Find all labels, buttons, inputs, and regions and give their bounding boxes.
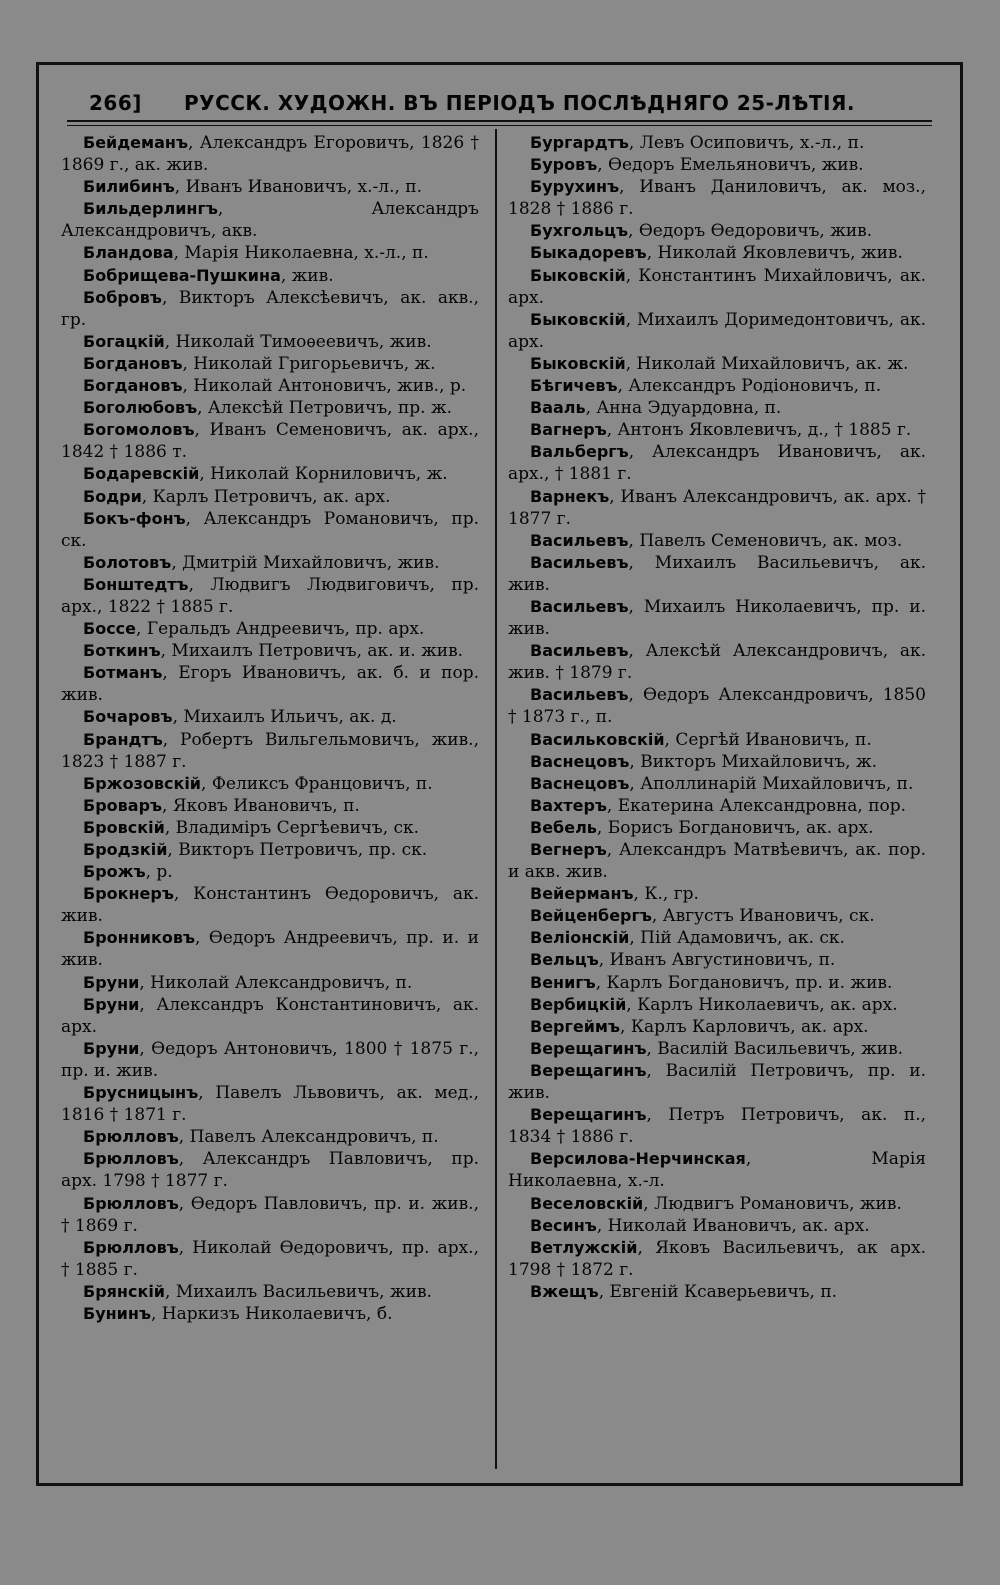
entry-name: Брюлловъ bbox=[83, 1127, 179, 1147]
directory-entry bbox=[508, 309, 926, 353]
entry-name: Вагнеръ bbox=[530, 420, 607, 440]
directory-entry bbox=[508, 949, 926, 971]
directory-entry bbox=[61, 861, 479, 883]
entry-details: , Николай Александровичъ, п. bbox=[139, 972, 413, 993]
directory-entry bbox=[61, 662, 479, 706]
entry-name: Брокнеръ bbox=[83, 884, 174, 904]
entry-name: Ботманъ bbox=[83, 663, 163, 683]
entry-details: , Карлъ Петровичъ, ак. арх. bbox=[141, 486, 391, 507]
entry-name: Бржозовскій bbox=[83, 773, 202, 793]
directory-entry bbox=[61, 242, 479, 264]
entry-details: , Ѳедоръ Александровичъ, 1850 † 1873 г., п. bbox=[508, 685, 926, 728]
entry-name: Верещагинъ bbox=[530, 1105, 647, 1125]
entry-details: , Александръ Константиновичъ, ак. арх. bbox=[61, 994, 479, 1037]
entry-name: Весинъ bbox=[530, 1215, 597, 1235]
directory-entry bbox=[61, 397, 479, 419]
entry-name: Богдановъ bbox=[83, 353, 183, 373]
entry-details: , Николай Яковлевичъ, жив. bbox=[646, 243, 903, 264]
entry-details: , Николай Антоновичъ, жив., р. bbox=[182, 376, 467, 397]
header-rule bbox=[67, 120, 932, 126]
directory-entry bbox=[508, 176, 926, 220]
directory-entry bbox=[61, 795, 479, 817]
entry-name: Васнецовъ bbox=[530, 773, 630, 793]
entry-name: Бодри bbox=[83, 486, 142, 506]
directory-entry bbox=[61, 1303, 479, 1325]
entry-details: , Марія Николаевна, х.-л., п. bbox=[173, 243, 429, 264]
entry-name: Версилова-Нерчинская bbox=[530, 1149, 746, 1169]
entry-name: Брюлловъ bbox=[83, 1237, 179, 1257]
entry-details: , Евгеній Ксаверьевичъ, п. bbox=[598, 1281, 838, 1302]
entry-details: , Иванъ Ивановичъ, х.-л., п. bbox=[174, 177, 423, 198]
entry-details: , Николай Ивановичъ, ак. арх. bbox=[596, 1215, 870, 1236]
entry-name: Быковскій bbox=[530, 265, 626, 285]
entry-name: Бейдеманъ bbox=[83, 133, 188, 152]
entry-name: Васильковскій bbox=[530, 729, 665, 749]
entry-name: Брюлловъ bbox=[83, 1149, 179, 1169]
entry-name: Бруни bbox=[83, 994, 140, 1014]
directory-entry bbox=[61, 1237, 479, 1281]
directory-entry bbox=[508, 883, 926, 905]
entry-details: , Михаилъ Васильевичъ, ак. жив. bbox=[508, 552, 926, 595]
entry-details: , Иванъ Августиновичъ, п. bbox=[598, 950, 836, 971]
directory-entry bbox=[508, 1016, 926, 1038]
entry-name: Вахтеръ bbox=[530, 795, 607, 815]
entry-name: Васильевъ bbox=[530, 596, 629, 616]
entry-name: Буровъ bbox=[530, 155, 598, 175]
entry-details: , Геральдъ Андреевичъ, пр. арх. bbox=[136, 619, 425, 640]
entry-details: , Карлъ Николаевичъ, ак. арх. bbox=[626, 994, 898, 1015]
entry-name: Брянскій bbox=[83, 1281, 166, 1301]
entry-name: Быковскій bbox=[530, 309, 626, 329]
entry-details: , Иванъ Даниловичъ, ак. моз., 1828 † 1886 г. bbox=[508, 177, 926, 220]
entry-details: , К., гр. bbox=[633, 884, 699, 905]
entry-details: , Василій Петровичъ, пр. и. жив. bbox=[508, 1060, 926, 1104]
entry-details: , Антонъ Яковлевичъ, д., † 1885 г. bbox=[606, 420, 912, 441]
directory-entry bbox=[508, 1038, 926, 1060]
directory-entry bbox=[61, 375, 479, 397]
right-column bbox=[508, 132, 926, 1303]
directory-entry bbox=[508, 729, 926, 751]
entry-name: Бруни bbox=[83, 1038, 140, 1058]
directory-entry bbox=[61, 1126, 479, 1148]
directory-entry bbox=[61, 176, 479, 198]
directory-entry bbox=[508, 817, 926, 839]
entry-details: , Николай Тимоѳеевичъ, жив. bbox=[164, 331, 432, 352]
directory-entry bbox=[508, 353, 926, 375]
entry-details: , Павелъ Александровичъ, п. bbox=[178, 1127, 439, 1148]
directory-entry bbox=[61, 1193, 479, 1237]
entry-details: , Василій Васильевичъ, жив. bbox=[646, 1038, 904, 1059]
directory-entry bbox=[508, 1193, 926, 1215]
directory-entry bbox=[61, 486, 479, 508]
entry-name: Бруни bbox=[83, 972, 140, 992]
directory-entry bbox=[508, 839, 926, 883]
entry-details: , Александръ Матвѣевичъ, ак. пор. и акв. жив. bbox=[508, 840, 926, 883]
entry-name: Вебель bbox=[530, 817, 597, 837]
entry-name: Быковскій bbox=[530, 353, 626, 373]
directory-entry bbox=[61, 994, 479, 1038]
directory-entry bbox=[61, 618, 479, 640]
entry-name: Бурухинъ bbox=[530, 177, 620, 197]
entry-name: Бильдерлингъ bbox=[83, 199, 218, 219]
entry-details: , Аполлинарій Михайловичъ, п. bbox=[629, 773, 914, 794]
entry-name: Бронниковъ bbox=[83, 928, 195, 948]
directory-entry bbox=[508, 773, 926, 795]
entry-name: Бунинъ bbox=[83, 1303, 151, 1323]
entry-details: , Карлъ Карловичъ, ак. арх. bbox=[620, 1016, 869, 1037]
entry-details: , Николай Корниловичъ, ж. bbox=[199, 464, 448, 485]
entry-details: , Иванъ Александровичъ, ак. арх. † 1877 г. bbox=[508, 486, 926, 529]
entry-details: , Ѳедоръ Павловичъ, пр. и. жив., † 1869 г. bbox=[61, 1193, 479, 1236]
entry-details: , Николай Григорьевичъ, ж. bbox=[182, 353, 436, 374]
directory-entry bbox=[61, 552, 479, 574]
directory-entry bbox=[61, 1082, 479, 1126]
directory-entry bbox=[508, 994, 926, 1016]
entry-name: Вальбергъ bbox=[530, 442, 629, 462]
directory-entry bbox=[61, 773, 479, 795]
entry-details: , Дмитрій Михайловичъ, жив. bbox=[171, 552, 440, 573]
entry-name: Бѣгичевъ bbox=[530, 376, 618, 396]
entry-details: , Алексѣй Петровичъ, пр. ж. bbox=[197, 398, 453, 419]
entry-details: , Наркизъ Николаевичъ, б. bbox=[150, 1303, 393, 1324]
entry-name: Вейценбергъ bbox=[530, 906, 652, 926]
directory-entry bbox=[61, 265, 479, 287]
entry-details: , Борисъ Богдановичъ, ак. арх. bbox=[596, 817, 874, 838]
entry-details: , Людвигъ Романовичъ, жив. bbox=[643, 1193, 902, 1214]
directory-entry bbox=[508, 486, 926, 530]
entry-name: Броваръ bbox=[83, 795, 163, 815]
entry-details: , Константинъ Ѳедоровичъ, ак. жив. bbox=[61, 884, 479, 927]
entry-name: Вегнеръ bbox=[530, 840, 607, 859]
directory-entry bbox=[61, 640, 479, 662]
entry-name: Бландова bbox=[83, 243, 174, 263]
entry-details: , Александръ Егоровичъ, 1826 † 1869 г., ак. жив. bbox=[61, 133, 479, 176]
entry-details: , Викторъ Михайловичъ, ж. bbox=[629, 751, 878, 772]
entry-details: , Михаилъ Ильичъ, ак. д. bbox=[172, 707, 397, 728]
directory-entry bbox=[508, 751, 926, 773]
entry-details: , Владиміръ Сергѣевичъ, ск. bbox=[164, 817, 420, 838]
entry-name: Вербицкій bbox=[530, 994, 627, 1014]
directory-entry bbox=[508, 552, 926, 596]
entry-details: , Михаилъ Петровичъ, ак. и. жив. bbox=[160, 641, 464, 662]
entry-details: , Ѳедоръ Антоновичъ, 1800 † 1875 г., пр. и. жив. bbox=[61, 1038, 479, 1081]
entry-details: , Николай Ѳедоровичъ, пр. арх., † 1885 г. bbox=[61, 1237, 479, 1280]
directory-entry bbox=[61, 972, 479, 994]
entry-name: Варнекъ bbox=[530, 486, 610, 506]
directory-entry bbox=[61, 463, 479, 485]
document-page bbox=[36, 62, 963, 1486]
entry-details: , Александръ Александровичъ, акв. bbox=[61, 199, 479, 242]
entry-details: , Александръ Павловичъ, пр. арх. 1798 † 1877 г. bbox=[61, 1149, 479, 1192]
entry-name: Бровскій bbox=[83, 817, 165, 837]
directory-entry bbox=[508, 530, 926, 552]
entry-details: , Людвигъ Людвиговичъ, пр. арх., 1822 † 1885 г. bbox=[61, 574, 479, 617]
entry-details: , Екатерина Александровна, пор. bbox=[606, 795, 907, 816]
directory-entry bbox=[508, 684, 926, 728]
entry-name: Быкадоревъ bbox=[530, 243, 647, 263]
entry-name: Васнецовъ bbox=[530, 751, 630, 771]
entry-details: , Августъ Ивановичъ, ск. bbox=[651, 906, 875, 927]
directory-entry bbox=[61, 353, 479, 375]
directory-entry bbox=[508, 220, 926, 242]
directory-entry bbox=[61, 198, 479, 242]
entry-details: , Сергѣй Ивановичъ, п. bbox=[664, 729, 872, 750]
entry-name: Бокъ-фонъ bbox=[83, 508, 186, 528]
entry-name: Бонштедтъ bbox=[83, 574, 189, 594]
entry-details: , Робертъ Вильгельмовичъ, жив., 1823 † 1887 г. bbox=[61, 729, 479, 772]
directory-entry bbox=[61, 508, 479, 552]
directory-entry bbox=[508, 1215, 926, 1237]
entry-name: Брожъ bbox=[83, 862, 146, 882]
column-divider bbox=[495, 129, 497, 1469]
entry-name: Богацкій bbox=[83, 331, 165, 351]
entry-name: Бродзкій bbox=[83, 840, 168, 859]
directory-entry bbox=[508, 132, 926, 154]
entry-name: Бочаровъ bbox=[83, 707, 173, 727]
entry-details: , Михаилъ Николаевичъ, пр. и. жив. bbox=[508, 596, 926, 640]
entry-details: , Константинъ Михайловичъ, ак. арх. bbox=[508, 265, 926, 308]
entry-details: , Николай Михайловичъ, ак. ж. bbox=[625, 353, 909, 374]
entry-name: Вааль bbox=[530, 398, 586, 418]
entry-details: , Александръ Родіоновичъ, п. bbox=[617, 376, 882, 397]
entry-name: Брандтъ bbox=[83, 729, 163, 749]
directory-entry bbox=[508, 154, 926, 176]
directory-entry bbox=[508, 1148, 926, 1192]
directory-entry bbox=[508, 905, 926, 927]
entry-details: , Яковъ Васильевичъ, ак арх. 1798 † 1872 г. bbox=[508, 1237, 926, 1280]
directory-entry bbox=[508, 795, 926, 817]
directory-entry bbox=[61, 706, 479, 728]
entry-details: , Петръ Петровичъ, ак. п., 1834 † 1886 г. bbox=[508, 1105, 926, 1148]
directory-entry bbox=[61, 883, 479, 927]
entry-details: , Ѳедоръ Емельяновичъ, жив. bbox=[597, 155, 864, 176]
entry-details: , Михаилъ Васильевичъ, жив. bbox=[165, 1281, 432, 1302]
directory-entry bbox=[508, 242, 926, 264]
entry-details: , Яковъ Ивановичъ, п. bbox=[162, 795, 360, 816]
entry-details: , жив. bbox=[280, 265, 334, 286]
directory-entry bbox=[508, 1237, 926, 1281]
directory-entry bbox=[61, 839, 479, 861]
directory-entry bbox=[61, 1148, 479, 1192]
entry-name: Вельцъ bbox=[530, 950, 599, 970]
entry-details: , Ѳедоръ Ѳедоровичъ, жив. bbox=[628, 221, 873, 242]
entry-name: Венигъ bbox=[530, 972, 596, 992]
entry-details: , Егоръ Ивановичъ, ак. б. и пор. жив. bbox=[61, 663, 479, 706]
directory-entry bbox=[61, 132, 479, 176]
entry-name: Васильевъ bbox=[530, 641, 629, 661]
directory-entry bbox=[61, 1281, 479, 1303]
page-header bbox=[89, 91, 949, 121]
entry-name: Васильевъ bbox=[530, 552, 629, 572]
page-number: 266] bbox=[89, 91, 142, 115]
directory-entry bbox=[508, 265, 926, 309]
directory-entry bbox=[61, 419, 479, 463]
directory-entry bbox=[61, 1038, 479, 1082]
entry-details: , Александръ Романовичъ, пр. ск. bbox=[61, 508, 479, 551]
entry-name: Веселовскій bbox=[530, 1193, 644, 1213]
left-column bbox=[61, 132, 479, 1325]
directory-entry bbox=[508, 397, 926, 419]
entry-name: Верещагинъ bbox=[530, 1038, 647, 1058]
directory-entry bbox=[508, 1104, 926, 1148]
directory-entry bbox=[508, 972, 926, 994]
entry-name: Боссе bbox=[83, 619, 137, 639]
entry-details: , Викторъ Петровичъ, пр. ск. bbox=[167, 840, 428, 860]
entry-name: Бургардтъ bbox=[530, 133, 629, 152]
directory-entry bbox=[61, 331, 479, 353]
entry-details: , Феликсъ Францовичъ, п. bbox=[201, 773, 433, 794]
directory-entry bbox=[61, 287, 479, 331]
entry-details: , Марія Николаевна, х.-л. bbox=[508, 1149, 926, 1192]
entry-details: , Ѳедоръ Андреевичъ, пр. и. и жив. bbox=[61, 928, 479, 971]
entry-name: Брюлловъ bbox=[83, 1193, 179, 1213]
entry-name: Верещагинъ bbox=[530, 1060, 647, 1080]
entry-name: Билибинъ bbox=[83, 177, 175, 197]
entry-name: Вергеймъ bbox=[530, 1016, 621, 1036]
directory-entry bbox=[61, 729, 479, 773]
directory-entry bbox=[508, 1281, 926, 1303]
entry-name: Боголюбовъ bbox=[83, 398, 198, 418]
entry-name: Богомоловъ bbox=[83, 420, 195, 440]
entry-name: Бухгольцъ bbox=[530, 221, 629, 241]
directory-entry bbox=[508, 419, 926, 441]
entry-name: Болотовъ bbox=[83, 552, 172, 572]
directory-entry bbox=[508, 640, 926, 684]
entry-name: Брусницынъ bbox=[83, 1083, 199, 1103]
directory-entry bbox=[61, 927, 479, 971]
entry-details: , Алексѣй Александровичъ, ак. жив. † 1879 г. bbox=[508, 641, 926, 684]
entry-name: Бобровъ bbox=[83, 287, 162, 307]
entry-name: Васильевъ bbox=[530, 530, 629, 550]
entry-name: Бобрищева-Пушкина bbox=[83, 265, 281, 285]
entry-details: , Левъ Осиповичъ, х.-л., п. bbox=[628, 133, 865, 153]
directory-entry bbox=[508, 441, 926, 485]
entry-name: Богдановъ bbox=[83, 376, 183, 396]
entry-name: Веліонскій bbox=[530, 928, 630, 948]
directory-entry bbox=[61, 817, 479, 839]
entry-name: Вейерманъ bbox=[530, 884, 634, 904]
entry-name: Васильевъ bbox=[530, 685, 629, 705]
entry-name: Боткинъ bbox=[83, 641, 161, 661]
entry-details: , Пій Адамовичъ, ак. ск. bbox=[629, 928, 845, 949]
entry-details: , Викторъ Алексѣевичъ, ак. акв., гр. bbox=[61, 287, 479, 330]
directory-entry bbox=[508, 1060, 926, 1104]
entry-details: , Карлъ Богдановичъ, пр. и. жив. bbox=[595, 972, 893, 993]
entry-details: , Павелъ Семеновичъ, ак. моз. bbox=[628, 530, 903, 551]
entry-details: , Михаилъ Доримедонтовичъ, ак. арх. bbox=[508, 309, 926, 352]
directory-entry bbox=[508, 927, 926, 949]
entry-name: Ветлужскій bbox=[530, 1237, 638, 1257]
entry-details: , Анна Эдуардовна, п. bbox=[585, 398, 782, 419]
running-title: РУССК. ХУДОЖН. ВЪ ПЕРІОДЪ ПОСЛѢДНЯГО 25-ЛѢТІЯ. bbox=[184, 91, 855, 115]
entry-details: , р. bbox=[145, 862, 173, 883]
directory-entry bbox=[508, 375, 926, 397]
entry-details: , Иванъ Семеновичъ, ак. арх., 1842 † 1886 т. bbox=[61, 420, 479, 463]
directory-entry bbox=[508, 596, 926, 640]
entry-name: Вжещъ bbox=[530, 1281, 599, 1301]
entry-details: , Павелъ Львовичъ, ак. мед., 1816 † 1871 г. bbox=[61, 1083, 479, 1126]
entry-name: Бодаревскій bbox=[83, 464, 200, 484]
entry-details: , Александръ Ивановичъ, ак. арх., † 1881 г. bbox=[508, 442, 926, 485]
directory-entry bbox=[61, 574, 479, 618]
